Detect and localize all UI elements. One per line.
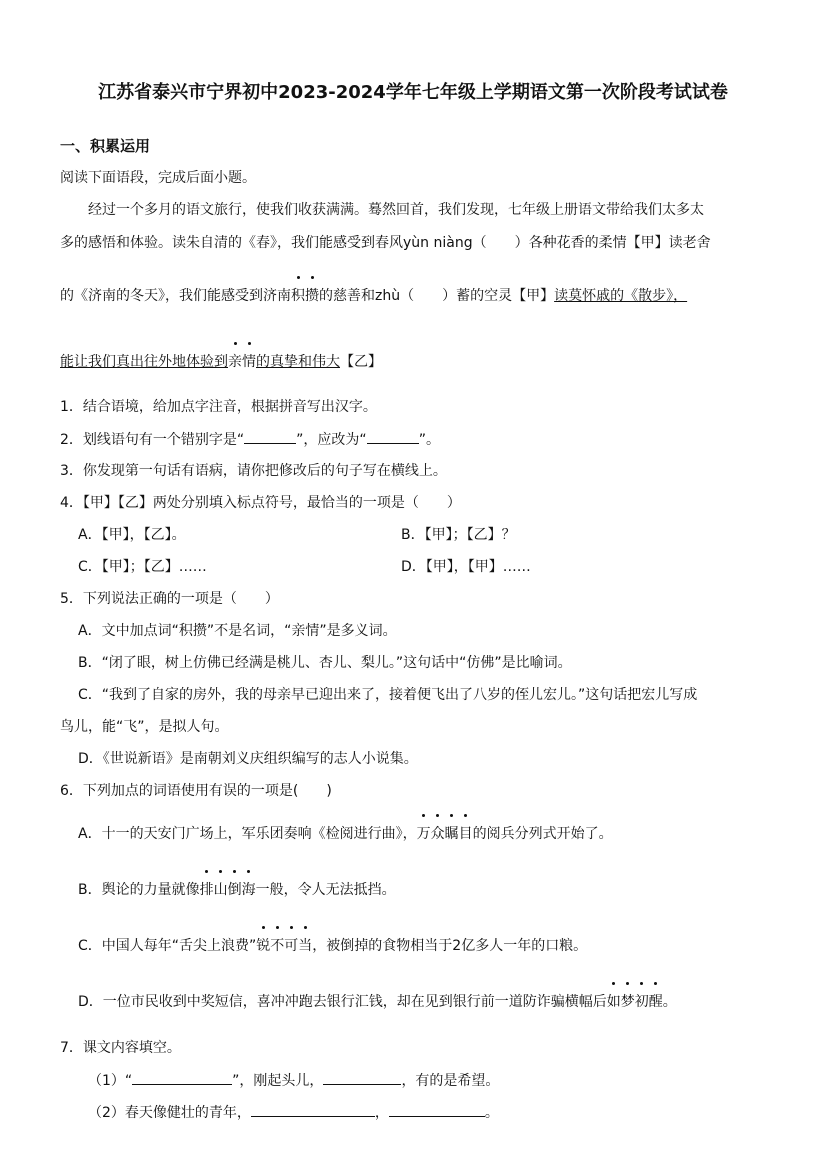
- dotted-word-qinqing: [228, 354, 256, 370]
- item-text: 。: [484, 1105, 499, 1121]
- emphasis-char: 梦: [620, 994, 635, 1010]
- item-text: （1）“: [88, 1073, 133, 1089]
- option-text: ，被倒掉的食物相当于2亿多人一年的口粮。: [312, 938, 588, 954]
- dotted-idiom: [417, 826, 473, 842]
- dotted-chars: [291, 288, 319, 304]
- q7-item-1: [88, 1070, 499, 1091]
- emphasis-char: 初: [634, 994, 649, 1010]
- emphasis-char: 不: [270, 938, 285, 954]
- emphasis-char: 攒: [305, 288, 319, 304]
- dotted-idiom: [607, 994, 663, 1010]
- intro-text: 阅读下面语段，完成后面小题。: [60, 170, 256, 186]
- emphasis-char: 万: [416, 826, 431, 842]
- q6-option-d[interactable]: [78, 992, 677, 1012]
- emphasis-char: 如: [606, 994, 621, 1010]
- question-6: 6．下列加点的词语使用有误的一项是( ): [60, 783, 332, 799]
- emphasis-char: 瞩: [444, 826, 459, 842]
- question-text: ”。: [418, 432, 440, 448]
- question-5: 5．下列说法正确的一项是（ ）: [60, 591, 279, 607]
- passage-line-2: 多的感悟和体验。读朱自清的《春》，我们能感受到春风yùn niàng（ ）各种花香的柔情【甲】读老舍: [60, 235, 711, 251]
- underlined-sentence: 的真挚和伟大: [256, 354, 340, 370]
- answer-blank[interactable]: [323, 1070, 401, 1085]
- q6-option-a[interactable]: [78, 824, 613, 844]
- answer-blank[interactable]: [132, 1070, 232, 1085]
- emphasis-char: 积: [291, 288, 305, 304]
- q5-option-c-cont: 鸟儿，能“飞”，是拟人句。: [60, 719, 229, 735]
- question-2: [60, 429, 440, 450]
- item-text: ，有的是希望。: [401, 1073, 500, 1089]
- q4-option-b[interactable]: B．【甲】；【乙】？: [401, 527, 516, 543]
- option-text: 一般，令人无法抵挡。: [255, 882, 396, 898]
- emphasis-char: 情: [242, 354, 256, 370]
- emphasis-char: 当: [298, 938, 313, 954]
- underlined-sentence: 能让我们真出往外地体验到: [60, 354, 228, 370]
- q5-option-d[interactable]: D．《世说新语》是南朝刘义庆组织编写的志人小说集。: [78, 751, 418, 767]
- q7-item-2: [88, 1102, 499, 1123]
- option-text: 的阅兵分列式开始了。: [472, 826, 613, 842]
- passage-line-1: 经过一个多月的语文旅行，使我们收获满满。蓦然回首，我们发现，七年级上册语文带给我们太多太: [88, 202, 704, 218]
- mark-yi: 【乙】: [340, 354, 382, 370]
- question-text: ”，应改为“: [296, 432, 367, 448]
- dotted-word-jizan: [291, 288, 319, 304]
- emphasis-char: 海: [241, 882, 256, 898]
- emphasis-char: 醒: [648, 994, 663, 1010]
- emphasis-char: 目: [458, 826, 473, 842]
- emphasis-char: 倒: [227, 882, 242, 898]
- q5-option-c[interactable]: C．“我到了自家的房外，我的母亲早已迎出来了，接着便飞出了八岁的侄儿宏儿。”这句话把宏儿写成: [78, 687, 698, 703]
- item-text: ”，刚起头儿，: [232, 1073, 324, 1089]
- option-text: B．舆论的力量就像: [78, 882, 200, 898]
- answer-blank[interactable]: [244, 429, 296, 444]
- question-7: 7．课文内容填空。: [60, 1040, 181, 1056]
- q4-option-d[interactable]: D．【甲】，【甲】……: [401, 559, 531, 575]
- question-3: 3．你发现第一句话有语病，请你把修改后的句子写在横线上。: [60, 463, 447, 479]
- option-text: 。: [662, 994, 677, 1010]
- emphasis-char: 排: [199, 882, 214, 898]
- passage-text: 的《济南的冬天》，我们能感受到济南: [60, 288, 291, 304]
- q6-option-c[interactable]: [78, 936, 587, 956]
- item-text: ，: [374, 1105, 389, 1121]
- question-1: 1．结合语境，给加点字注音，根据拼音写出汉字。: [60, 399, 377, 415]
- q5-option-b[interactable]: B．“闭了眼，树上仿佛已经满是桃儿、杏儿、梨儿。”这句话中“仿佛”是比喻词。: [78, 655, 572, 671]
- item-text: （2）春天像健壮的青年，: [88, 1105, 251, 1121]
- emphasis-char: 可: [284, 938, 299, 954]
- emphasis-char: 山: [213, 882, 228, 898]
- dotted-idiom: [200, 882, 256, 898]
- passage-text: 的慈善和zhù（ ）蓄的空灵【甲】: [319, 288, 555, 304]
- q4-option-c[interactable]: C．【甲】；【乙】……: [78, 559, 207, 575]
- q4-option-a[interactable]: A．【甲】，【乙】。: [78, 527, 186, 543]
- question-4: 4．【甲】【乙】两处分别填入标点符号，最恰当的一项是（ ）: [60, 495, 461, 511]
- option-text: D．一位市民收到中奖短信，喜冲冲跑去银行汇钱，却在见到银行前一道防诈骗横幅后: [78, 994, 607, 1010]
- passage-line-4: [60, 352, 382, 372]
- emphasis-char: 锐: [256, 938, 271, 954]
- passage-line-3: [60, 286, 687, 306]
- emphasis-char: 亲: [228, 354, 242, 370]
- answer-blank[interactable]: [367, 429, 419, 444]
- answer-blank[interactable]: [389, 1102, 485, 1117]
- option-text: A．十一的天安门广场上，军乐团奏响《检阅进行曲》，: [78, 826, 417, 842]
- section-heading: 一、积累运用: [60, 137, 151, 155]
- q5-option-a[interactable]: A．文中加点词“积攒”不是名词，“亲情”是多义词。: [78, 623, 397, 639]
- answer-blank[interactable]: [251, 1102, 375, 1117]
- emphasis-char: 众: [430, 826, 445, 842]
- page-title: 江苏省泰兴市宁界初中2023-2024学年七年级上学期语文第一次阶段考试试卷: [98, 82, 728, 103]
- option-text: C．中国人每年“舌尖上浪费”: [78, 938, 257, 954]
- underlined-sentence: 读莫怀戚的《散步》，: [554, 288, 688, 304]
- q6-option-b[interactable]: [78, 880, 396, 900]
- question-text: 2．划线语句有一个错别字是“: [60, 432, 245, 448]
- dotted-idiom: [256, 938, 312, 954]
